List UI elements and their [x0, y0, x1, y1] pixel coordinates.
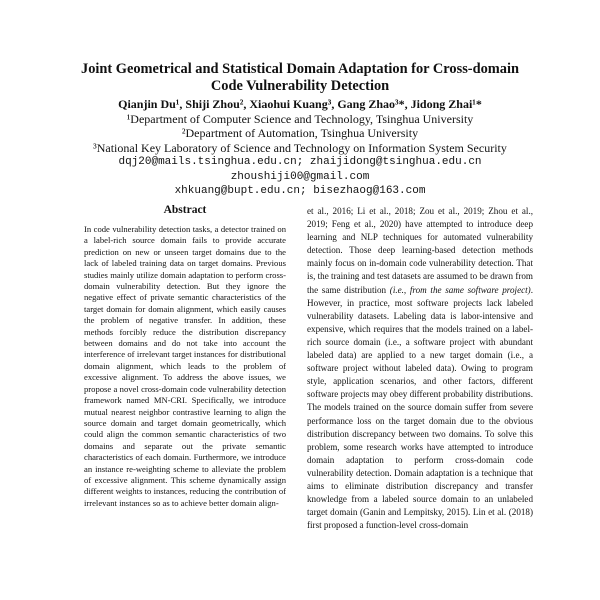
affiliation-2: ²Department of Automation, Tsinghua University	[181, 126, 419, 140]
intro-text-after: . However, in practice, most software projects lack labeled vulnerability datasets. Labeling data is labor-intensive and expensive, which requires that the models trained on a label-rich source domain (i.e., a software project with abundant labeled data) are applied to a new target domain (i.e., a software project without labeled data). Owing to program style, application scenarios, and other factors, different software projects may obey different probability distributions. The models trained on the source domain suffer from severe performance loss on the target domain due to the obvious distribution discrepancy between two domains. To solve this problem, some research works have attempted to introduce domain adaptation to perform cross-domain code vulnerability detection. Domain adaptation is a technique that aims to eliminate distribution discrepancy and transfer knowledge from a labeled source domain to an unlabeled target domain (Ganin and Lempitsky, 2015). Lin et al. (2018) first proposed a function-level cross-domain	[307, 284, 533, 531]
abstract-section	[84, 203, 286, 509]
abstract-text: In code vulnerability detection tasks, a detector trained on a label-rich source domain fails to provide accurate prediction on new or unseen target domains due to the lack of labeled training data on target domains. Previous studies mainly utilize domain adaptation to perform cross-domain vulnerability detection. But they ignore the negative effect of private semantic characteristics of the target domain for domain alignment, which easily causes the problem of negative transfer. In addition, these methods forcibly reduce the distribution discrepancy between domains and do not take into account the interference of irrelevant target instances for distributional domain alignment, which leads to the problem of excessive alignment. To address the above issues, we propose a novel cross-domain code vulnerability detection framework named MN-CRI. Specifically, we introduce mutual nearest neighbor contrastive learning to align the source domain and target domain geometrically, which could align the common semantic characteristics of two domains and separate out the private semantic characteristics of each domain. Furthermore, we introduce an instance re-weighting scheme to alleviate the problem of excessive alignment. This scheme dynamically assign different weights to instances, reducing the contribution of irrelevant instances so as to achieve better domain align-	[84, 224, 286, 508]
intro-text-before: et al., 2016; Li et al., 2018; Zou et al., 2019; Zhou et al., 2019; Feng et al., 2020) have attempted to introduce deep learning and NLP techniques for automated vulnerability detection. Those deep learning-based detection methods mainly focus on in-domain code vulnerability detection. That is, the training and test datasets are assumed to be drawn from the same distribution	[307, 206, 533, 295]
affiliation-3: ³National Key Laboratory of Science and Technology on Information System Security	[93, 140, 507, 155]
email-line-1: dqj20@mails.tsinghua.edu.cn; zhaijidong@tsinghua.edu.cn	[118, 156, 482, 168]
abstract-body	[84, 224, 286, 509]
intro-text-italic: (i.e., from the same software project)	[389, 284, 531, 295]
title-line-1: Joint Geometrical and Statistical Domain Adaptation for Cross-domain	[81, 61, 519, 77]
email-line-3: xhkuang@bupt.edu.cn; bisezhaog@163.com	[174, 185, 426, 197]
author-block	[40, 97, 560, 199]
email-line-2: zhoushiji00@gmail.com	[230, 170, 370, 183]
introduction-column	[307, 205, 533, 532]
author-names: Qianjin Du¹, Shiji Zhou², Xiaohui Kuang³, Gang Zhao³*, Jidong Zhai¹*	[118, 97, 482, 111]
paper-title	[40, 61, 560, 95]
introduction-paragraph	[307, 205, 533, 532]
title-line-2: Code Vulnerability Detection	[210, 78, 390, 94]
abstract-heading: Abstract	[163, 204, 207, 216]
affiliation-1: ¹Department of Computer Science and Technology, Tsinghua University	[126, 111, 474, 126]
